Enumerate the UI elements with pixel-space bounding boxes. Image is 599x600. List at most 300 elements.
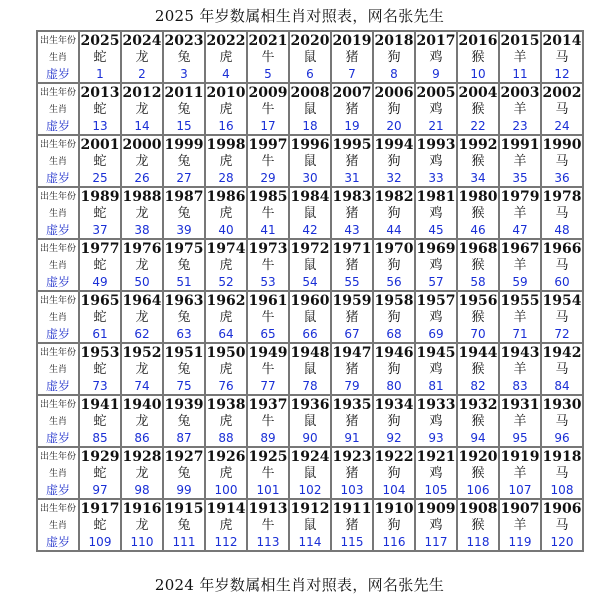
birth-year: 2002	[542, 85, 582, 101]
row-label-cell	[37, 239, 79, 291]
nominal-age: 34	[470, 171, 486, 185]
year-cell	[121, 83, 163, 135]
year-cell	[331, 291, 373, 343]
row-label-year: 出生年份	[39, 452, 76, 462]
nominal-age: 65	[260, 327, 276, 341]
nominal-age: 45	[428, 223, 444, 237]
year-cell	[79, 239, 121, 291]
birth-year: 2015	[500, 33, 540, 49]
zodiac-sign: 龙	[135, 154, 149, 169]
zodiac-sign: 虎	[219, 50, 233, 65]
year-cell	[79, 291, 121, 343]
birth-year: 2010	[206, 85, 246, 101]
nominal-age: 99	[176, 483, 192, 497]
birth-year: 1922	[374, 449, 414, 465]
zodiac-sign: 虎	[219, 414, 233, 429]
zodiac-sign: 蛇	[93, 310, 107, 325]
nominal-age: 115	[340, 535, 364, 549]
birth-year: 1910	[374, 501, 414, 517]
nominal-age: 91	[344, 431, 360, 445]
birth-year: 1999	[164, 137, 204, 153]
row-label-year: 出生年份	[39, 296, 76, 306]
nominal-age: 47	[512, 223, 528, 237]
row-label-zodiac: 生肖	[48, 260, 67, 271]
birth-year: 2022	[206, 33, 246, 49]
zodiac-sign: 鼠	[303, 362, 317, 377]
nominal-age: 20	[386, 119, 402, 133]
birth-year: 1972	[290, 241, 330, 257]
nominal-age: 7	[348, 67, 356, 81]
nominal-age: 105	[424, 483, 448, 497]
zodiac-sign: 猪	[345, 206, 359, 221]
zodiac-sign: 马	[555, 414, 569, 429]
zodiac-sign: 狗	[387, 466, 401, 481]
birth-year: 2016	[458, 33, 498, 49]
nominal-age: 108	[550, 483, 574, 497]
zodiac-sign: 马	[555, 466, 569, 481]
row-label-cell	[37, 499, 79, 551]
nominal-age: 73	[92, 379, 108, 393]
nominal-age: 46	[470, 223, 486, 237]
zodiac-sign: 羊	[513, 258, 527, 273]
zodiac-sign: 马	[555, 102, 569, 117]
nominal-age: 8	[390, 67, 398, 81]
birth-year: 1967	[500, 241, 540, 257]
zodiac-sign: 兔	[177, 50, 191, 65]
nominal-age: 57	[428, 275, 444, 289]
birth-year: 2005	[416, 85, 456, 101]
nominal-age: 11	[512, 67, 528, 81]
birth-year: 1969	[416, 241, 456, 257]
year-cell	[499, 447, 541, 499]
year-cell	[415, 395, 457, 447]
nominal-age: 9	[432, 67, 440, 81]
birth-year: 1989	[80, 189, 120, 205]
nominal-age: 19	[344, 119, 360, 133]
nominal-age: 49	[92, 275, 108, 289]
year-cell	[163, 395, 205, 447]
year-cell	[415, 83, 457, 135]
year-cell	[415, 31, 457, 83]
zodiac-sign: 虎	[219, 466, 233, 481]
year-cell	[541, 291, 583, 343]
year-cell	[541, 135, 583, 187]
zodiac-sign: 鸡	[429, 102, 443, 117]
birth-year: 1950	[206, 345, 246, 361]
zodiac-sign: 猪	[345, 50, 359, 65]
year-cell	[373, 395, 415, 447]
nominal-age: 14	[134, 119, 150, 133]
year-cell	[121, 291, 163, 343]
nominal-age: 6	[306, 67, 314, 81]
nominal-age: 16	[218, 119, 234, 133]
zodiac-sign: 猪	[345, 310, 359, 325]
birth-year: 1909	[416, 501, 456, 517]
nominal-age: 77	[260, 379, 276, 393]
zodiac-sign: 羊	[513, 154, 527, 169]
year-cell	[289, 135, 331, 187]
birth-year: 1912	[290, 501, 330, 517]
year-cell	[541, 447, 583, 499]
birth-year: 1994	[374, 137, 414, 153]
row-label-age: 虚岁	[45, 431, 70, 445]
birth-year: 1959	[332, 293, 372, 309]
year-cell	[541, 395, 583, 447]
row-label-cell	[37, 31, 79, 83]
year-cell	[79, 395, 121, 447]
nominal-age: 92	[386, 431, 402, 445]
year-cell	[121, 343, 163, 395]
nominal-age: 86	[134, 431, 150, 445]
row-label-zodiac: 生肖	[48, 52, 67, 63]
nominal-age: 101	[256, 483, 280, 497]
zodiac-sign: 牛	[261, 414, 275, 429]
nominal-age: 5	[264, 67, 272, 81]
birth-year: 1952	[122, 345, 162, 361]
birth-year: 2024	[122, 33, 162, 49]
nominal-age: 111	[172, 535, 196, 549]
nominal-age: 72	[554, 327, 570, 341]
zodiac-sign: 虎	[219, 310, 233, 325]
birth-year: 1931	[500, 397, 540, 413]
year-cell	[415, 343, 457, 395]
year-cell	[541, 499, 583, 551]
birth-year: 1966	[542, 241, 582, 257]
year-cell	[205, 83, 247, 135]
nominal-age: 70	[470, 327, 486, 341]
birth-year: 1962	[206, 293, 246, 309]
zodiac-sign: 猴	[471, 310, 485, 325]
zodiac-sign: 虎	[219, 206, 233, 221]
birth-year: 1955	[500, 293, 540, 309]
zodiac-sign: 猴	[471, 258, 485, 273]
table-row	[37, 135, 583, 187]
nominal-age: 98	[134, 483, 150, 497]
zodiac-sign: 兔	[177, 310, 191, 325]
zodiac-sign: 猪	[345, 154, 359, 169]
zodiac-sign: 虎	[219, 102, 233, 117]
birth-year: 1933	[416, 397, 456, 413]
birth-year: 1929	[80, 449, 120, 465]
nominal-age: 112	[214, 535, 238, 549]
birth-year: 2018	[374, 33, 414, 49]
birth-year: 1924	[290, 449, 330, 465]
nominal-age: 56	[386, 275, 402, 289]
year-cell	[373, 499, 415, 551]
birth-year: 1908	[458, 501, 498, 517]
birth-year: 2007	[332, 85, 372, 101]
year-cell	[163, 187, 205, 239]
year-cell	[415, 135, 457, 187]
year-cell	[331, 343, 373, 395]
birth-year: 1970	[374, 241, 414, 257]
nominal-age: 61	[92, 327, 108, 341]
birth-year: 1987	[164, 189, 204, 205]
zodiac-sign: 鼠	[303, 310, 317, 325]
zodiac-sign: 蛇	[93, 154, 107, 169]
row-label-age: 虚岁	[45, 379, 70, 393]
zodiac-sign: 蛇	[93, 206, 107, 221]
year-cell	[457, 31, 499, 83]
year-cell	[331, 395, 373, 447]
birth-year: 1963	[164, 293, 204, 309]
nominal-age: 102	[298, 483, 322, 497]
birth-year: 1918	[542, 449, 582, 465]
nominal-age: 79	[344, 379, 360, 393]
zodiac-sign: 兔	[177, 466, 191, 481]
birth-year: 1945	[416, 345, 456, 361]
zodiac-sign: 蛇	[93, 362, 107, 377]
zodiac-sign: 狗	[387, 258, 401, 273]
zodiac-sign: 猴	[471, 154, 485, 169]
nominal-age: 12	[554, 67, 570, 81]
year-cell	[289, 31, 331, 83]
nominal-age: 51	[176, 275, 192, 289]
nominal-age: 31	[344, 171, 360, 185]
birth-year: 1923	[332, 449, 372, 465]
page-title: 2025 年岁数属相生肖对照表，网名张先生	[154, 7, 445, 25]
nominal-age: 43	[344, 223, 360, 237]
zodiac-sign: 猪	[345, 102, 359, 117]
nominal-age: 117	[424, 535, 448, 549]
birth-year: 2006	[374, 85, 414, 101]
zodiac-sign: 猪	[345, 518, 359, 533]
birth-year: 2004	[458, 85, 498, 101]
zodiac-sign: 鸡	[429, 414, 443, 429]
birth-year: 1936	[290, 397, 330, 413]
row-label-year: 出生年份	[39, 504, 76, 514]
year-cell	[121, 135, 163, 187]
zodiac-sign: 马	[555, 518, 569, 533]
nominal-age: 71	[512, 327, 528, 341]
nominal-age: 48	[554, 223, 570, 237]
birth-year: 1960	[290, 293, 330, 309]
birth-year: 1990	[542, 137, 582, 153]
zodiac-sign: 鼠	[303, 102, 317, 117]
year-cell	[373, 343, 415, 395]
row-label-cell	[37, 187, 79, 239]
row-label-year: 出生年份	[39, 244, 76, 254]
birth-year: 1986	[206, 189, 246, 205]
zodiac-sign: 狗	[387, 206, 401, 221]
row-label-cell	[37, 447, 79, 499]
birth-year: 1984	[290, 189, 330, 205]
year-cell	[331, 187, 373, 239]
birth-year: 1988	[122, 189, 162, 205]
year-cell	[457, 239, 499, 291]
birth-year: 1982	[374, 189, 414, 205]
nominal-age: 29	[260, 171, 276, 185]
zodiac-sign: 龙	[135, 414, 149, 429]
zodiac-sign: 龙	[135, 466, 149, 481]
zodiac-sign: 龙	[135, 518, 149, 533]
birth-year: 1975	[164, 241, 204, 257]
nominal-age: 97	[92, 483, 108, 497]
zodiac-sign: 龙	[135, 102, 149, 117]
nominal-age: 64	[218, 327, 234, 341]
zodiac-sign: 龙	[135, 362, 149, 377]
nominal-age: 3	[180, 67, 188, 81]
zodiac-sign: 虎	[219, 154, 233, 169]
birth-year: 1991	[500, 137, 540, 153]
year-cell	[163, 291, 205, 343]
year-cell	[121, 499, 163, 551]
birth-year: 1913	[248, 501, 288, 517]
year-cell	[79, 31, 121, 83]
year-cell	[79, 135, 121, 187]
year-cell	[457, 395, 499, 447]
zodiac-sign: 羊	[513, 50, 527, 65]
year-cell	[457, 135, 499, 187]
birth-year: 2013	[80, 85, 120, 101]
year-cell	[415, 499, 457, 551]
year-cell	[457, 343, 499, 395]
birth-year: 1985	[248, 189, 288, 205]
year-cell	[247, 343, 289, 395]
birth-year: 1949	[248, 345, 288, 361]
year-cell	[247, 239, 289, 291]
birth-year: 1968	[458, 241, 498, 257]
birth-year: 1951	[164, 345, 204, 361]
birth-year: 1993	[416, 137, 456, 153]
zodiac-sign: 兔	[177, 206, 191, 221]
nominal-age: 28	[218, 171, 234, 185]
birth-year: 1930	[542, 397, 582, 413]
table-row	[37, 499, 583, 551]
zodiac-sign: 牛	[261, 466, 275, 481]
page-footer-title: 2024 年岁数属相生肖对照表，网名张先生	[154, 576, 445, 594]
zodiac-sign: 狗	[387, 154, 401, 169]
zodiac-sign: 猴	[471, 414, 485, 429]
zodiac-sign: 羊	[513, 466, 527, 481]
nominal-age: 1	[96, 67, 104, 81]
zodiac-sign: 龙	[135, 50, 149, 65]
birth-year: 1907	[500, 501, 540, 517]
birth-year: 1927	[164, 449, 204, 465]
nominal-age: 37	[92, 223, 108, 237]
year-cell	[163, 343, 205, 395]
year-cell	[247, 499, 289, 551]
year-cell	[79, 343, 121, 395]
birth-year: 1996	[290, 137, 330, 153]
zodiac-sign: 马	[555, 206, 569, 221]
zodiac-sign: 猪	[345, 362, 359, 377]
nominal-age: 94	[470, 431, 486, 445]
birth-year: 1992	[458, 137, 498, 153]
nominal-age: 15	[176, 119, 192, 133]
year-cell	[121, 31, 163, 83]
nominal-age: 18	[302, 119, 318, 133]
year-cell	[373, 83, 415, 135]
zodiac-sign: 蛇	[93, 414, 107, 429]
nominal-age: 104	[382, 483, 406, 497]
year-cell	[373, 447, 415, 499]
zodiac-sign: 猴	[471, 50, 485, 65]
birth-year: 1974	[206, 241, 246, 257]
zodiac-sign: 蛇	[93, 258, 107, 273]
birth-year: 1942	[542, 345, 582, 361]
zodiac-sign: 狗	[387, 310, 401, 325]
zodiac-sign: 羊	[513, 206, 527, 221]
row-label-zodiac: 生肖	[48, 104, 67, 115]
year-cell	[499, 135, 541, 187]
zodiac-sign: 羊	[513, 518, 527, 533]
zodiac-sign: 牛	[261, 50, 275, 65]
nominal-age: 23	[512, 119, 528, 133]
zodiac-sign: 牛	[261, 258, 275, 273]
year-cell	[499, 239, 541, 291]
nominal-age: 32	[386, 171, 402, 185]
zodiac-sign: 牛	[261, 102, 275, 117]
zodiac-sign: 鼠	[303, 206, 317, 221]
birth-year: 1947	[332, 345, 372, 361]
zodiac-sign: 牛	[261, 154, 275, 169]
year-cell	[331, 31, 373, 83]
birth-year: 1919	[500, 449, 540, 465]
nominal-age: 74	[134, 379, 150, 393]
birth-year: 1925	[248, 449, 288, 465]
year-cell	[289, 187, 331, 239]
zodiac-sign: 牛	[261, 362, 275, 377]
nominal-age: 87	[176, 431, 192, 445]
birth-year: 1980	[458, 189, 498, 205]
year-cell	[247, 291, 289, 343]
birth-year: 2000	[122, 137, 162, 153]
row-label-year: 出生年份	[39, 192, 76, 202]
birth-year: 1917	[80, 501, 120, 517]
year-cell	[457, 83, 499, 135]
zodiac-sign: 兔	[177, 362, 191, 377]
zodiac-sign: 鸡	[429, 50, 443, 65]
table-row	[37, 291, 583, 343]
year-cell	[373, 135, 415, 187]
zodiac-sign: 马	[555, 258, 569, 273]
zodiac-sign: 鸡	[429, 206, 443, 221]
birth-year: 1961	[248, 293, 288, 309]
table-row	[37, 343, 583, 395]
zodiac-sign: 龙	[135, 310, 149, 325]
nominal-age: 95	[512, 431, 528, 445]
table-row	[37, 31, 583, 83]
nominal-age: 58	[470, 275, 486, 289]
nominal-age: 106	[466, 483, 490, 497]
year-cell	[499, 187, 541, 239]
year-cell	[121, 187, 163, 239]
birth-year: 2014	[542, 33, 582, 49]
birth-year: 1957	[416, 293, 456, 309]
year-cell	[499, 499, 541, 551]
birth-year: 2011	[164, 85, 204, 101]
birth-year: 1977	[80, 241, 120, 257]
zodiac-sign: 牛	[261, 518, 275, 533]
nominal-age: 68	[386, 327, 402, 341]
birth-year: 1964	[122, 293, 162, 309]
zodiac-sign: 鼠	[303, 518, 317, 533]
birth-year: 2017	[416, 33, 456, 49]
nominal-age: 2	[138, 67, 146, 81]
nominal-age: 62	[134, 327, 150, 341]
row-label-zodiac: 生肖	[48, 468, 67, 479]
row-label-zodiac: 生肖	[48, 156, 67, 167]
zodiac-sign: 猴	[471, 206, 485, 221]
year-cell	[415, 187, 457, 239]
birth-year: 1935	[332, 397, 372, 413]
nominal-age: 110	[130, 535, 154, 549]
nominal-age: 35	[512, 171, 528, 185]
zodiac-sign: 鸡	[429, 258, 443, 273]
zodiac-age-table	[36, 30, 584, 552]
year-cell	[331, 83, 373, 135]
